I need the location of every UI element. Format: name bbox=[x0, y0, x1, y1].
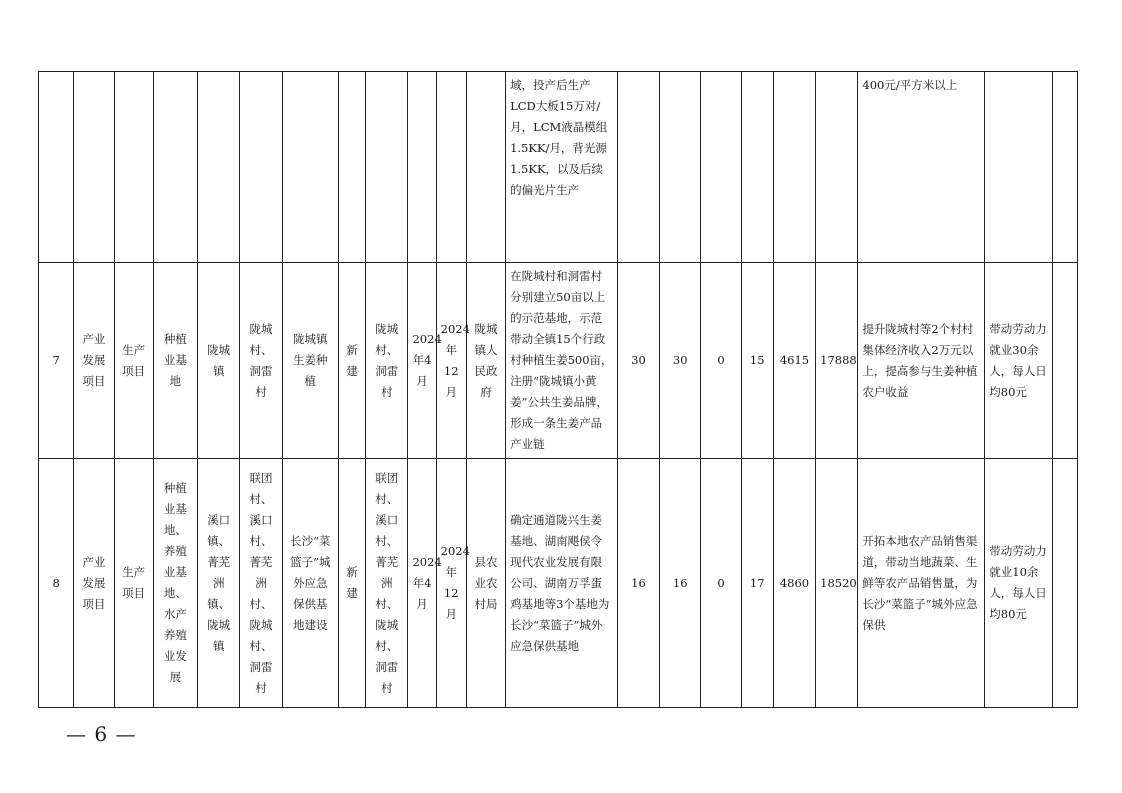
kind-cell: 种植业基地、养殖业基地、水产养殖业发展 bbox=[153, 459, 197, 708]
n2-cell: 18520 bbox=[816, 459, 858, 708]
fund3-cell: 17 bbox=[741, 459, 773, 708]
owner-cell: 陇城镇人民政府 bbox=[466, 263, 505, 459]
village-cell: 陇城村、洞雷村 bbox=[240, 263, 282, 459]
content-cell: 域，投产后生产LCD大板15万对/月，LCM液晶模组1.5KK/月，背光源1.5KK，以及后续的偏光片生产 bbox=[506, 72, 618, 263]
owner-cell bbox=[466, 72, 505, 263]
town-cell bbox=[198, 72, 240, 263]
build-cell: 新建 bbox=[338, 459, 365, 708]
location-cell: 陇城村、洞雷村 bbox=[366, 263, 408, 459]
total-cell: 16 bbox=[617, 459, 659, 708]
fund1-cell bbox=[660, 72, 701, 263]
remark-cell bbox=[1052, 263, 1077, 459]
town-cell: 陇城镇 bbox=[198, 263, 240, 459]
remark-cell bbox=[1052, 72, 1077, 263]
content-cell: 确定通道陇兴生姜基地、湖南飓侯令现代农业发展有限公司、湖南万孚蛋鸡基地等3个基地为长沙“菜篮子”城外应急保供基地 bbox=[506, 459, 618, 708]
page-number: — 6 — bbox=[66, 722, 137, 746]
no-cell: 7 bbox=[39, 263, 74, 459]
table-row bbox=[39, 72, 1078, 263]
owner-cell: 县农业农村局 bbox=[466, 459, 505, 708]
project-table bbox=[38, 71, 1078, 708]
start-cell: 2024年4月 bbox=[408, 263, 436, 459]
fund2-cell: 0 bbox=[701, 459, 741, 708]
kind-cell bbox=[153, 72, 197, 263]
table-row bbox=[39, 459, 1078, 708]
project-cell: 长沙“菜篮子”城外应急保供基地建设 bbox=[282, 459, 338, 708]
jobs-cell bbox=[985, 72, 1052, 263]
end-cell: 2024年12月 bbox=[436, 459, 466, 708]
village-cell bbox=[240, 72, 282, 263]
subtype-cell: 生产项目 bbox=[114, 459, 153, 708]
category-cell bbox=[74, 72, 114, 263]
fund1-cell: 16 bbox=[660, 459, 701, 708]
n1-cell: 4615 bbox=[773, 263, 815, 459]
start-cell: 2024年4月 bbox=[408, 459, 436, 708]
no-cell: 8 bbox=[39, 459, 74, 708]
end-cell: 2024年12月 bbox=[436, 263, 466, 459]
project-cell: 陇城镇生姜种植 bbox=[282, 263, 338, 459]
subtype-cell bbox=[114, 72, 153, 263]
fund2-cell bbox=[701, 72, 741, 263]
category-cell: 产业发展项目 bbox=[74, 459, 114, 708]
total-cell: 30 bbox=[617, 263, 659, 459]
location-cell: 联团村、溪口村、菁芜洲村、陇城村、洞雷村 bbox=[366, 459, 408, 708]
start-cell bbox=[408, 72, 436, 263]
jobs-cell: 带动劳动力就业10余人，每人日均80元 bbox=[985, 459, 1052, 708]
fund3-cell: 15 bbox=[741, 263, 773, 459]
build-cell bbox=[338, 72, 365, 263]
table-row bbox=[39, 263, 1078, 459]
category-cell: 产业发展项目 bbox=[74, 263, 114, 459]
benefit-cell: 开拓本地农产品销售渠道，带动当地蔬菜、生鲜等农产品销售量，为长沙“菜篮子”城外应急保供 bbox=[858, 459, 985, 708]
kind-cell: 种植业基地 bbox=[153, 263, 197, 459]
no-cell bbox=[39, 72, 74, 263]
jobs-cell: 带动劳动力就业30余人，每人日均80元 bbox=[985, 263, 1052, 459]
n2-cell bbox=[816, 72, 858, 263]
benefit-cell: 提升陇城村等2个村村集体经济收入2万元以上，提高参与生姜种植农户收益 bbox=[858, 263, 985, 459]
end-cell bbox=[436, 72, 466, 263]
content-cell: 在陇城村和洞雷村分别建立50亩以上的示范基地，示范带动全镇15个行政村种植生姜500亩，注册“陇城镇小黄姜”公共生姜品牌，形成一条生姜产品产业链 bbox=[506, 263, 618, 459]
fund2-cell: 0 bbox=[701, 263, 741, 459]
project-cell bbox=[282, 72, 338, 263]
fund1-cell: 30 bbox=[660, 263, 701, 459]
total-cell bbox=[617, 72, 659, 263]
remark-cell bbox=[1052, 459, 1077, 708]
benefit-cell: 400元/平方米以上 bbox=[858, 72, 985, 263]
n1-cell: 4860 bbox=[773, 459, 815, 708]
fund3-cell bbox=[741, 72, 773, 263]
n1-cell bbox=[773, 72, 815, 263]
location-cell bbox=[366, 72, 408, 263]
town-cell: 溪口镇、菁芜洲镇、陇城镇 bbox=[198, 459, 240, 708]
n2-cell: 17888 bbox=[816, 263, 858, 459]
village-cell: 联团村、溪口村、菁芜洲村、陇城村、洞雷村 bbox=[240, 459, 282, 708]
build-cell: 新建 bbox=[338, 263, 365, 459]
subtype-cell: 生产项目 bbox=[114, 263, 153, 459]
